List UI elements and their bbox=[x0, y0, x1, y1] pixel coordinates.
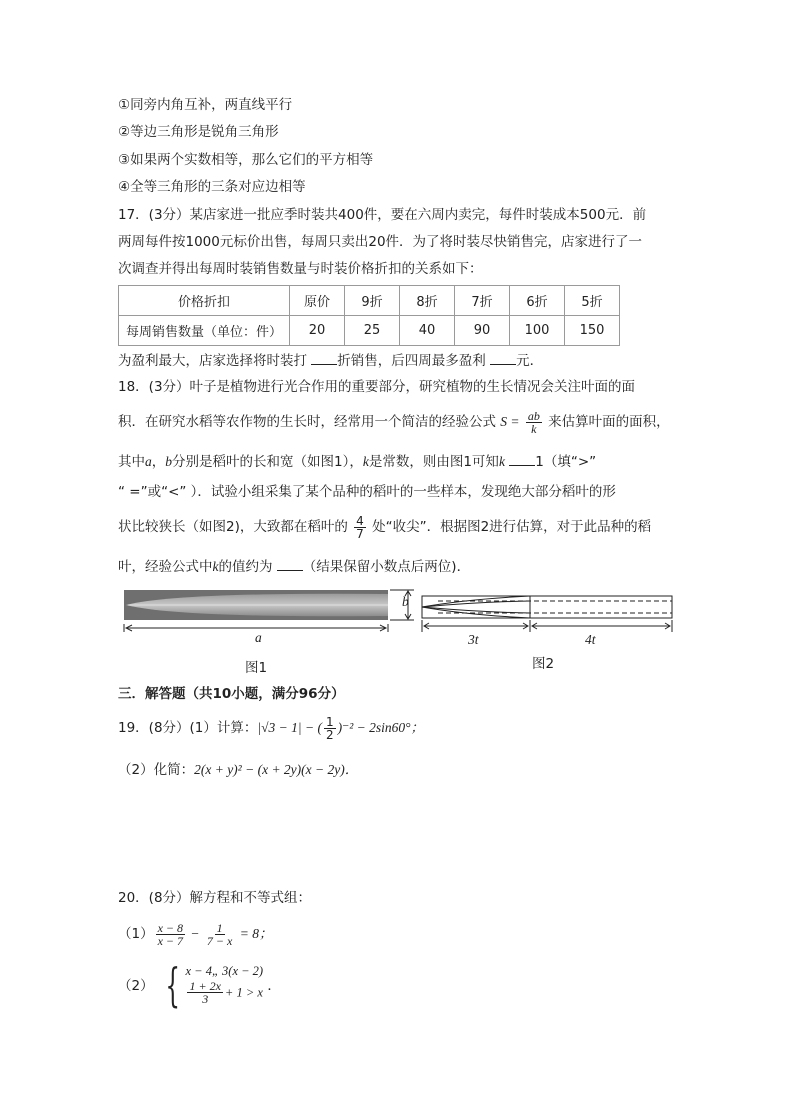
table-cell: 20 bbox=[290, 316, 345, 346]
table-cell: 6折 bbox=[510, 286, 565, 316]
fraction bbox=[205, 922, 234, 947]
q17-line-3: 次调查并得出每周时装销售数量与时装价格折扣的关系如下： bbox=[118, 261, 483, 277]
inequality-system bbox=[185, 962, 263, 1005]
table-cell: 原价 bbox=[290, 286, 345, 316]
q17-line-2: 两周每件按1000元标价出售，每周只卖出20件．为了将时装尽快销售完，店家进行了一 bbox=[118, 234, 643, 250]
q20-text: ． bbox=[267, 978, 281, 994]
table-cell: 25 bbox=[345, 316, 400, 346]
fraction-denominator: x − 7 bbox=[157, 933, 184, 948]
var-k: k bbox=[362, 454, 369, 469]
var-a: a bbox=[145, 454, 152, 469]
fig2-label-4t: 4t bbox=[585, 632, 596, 647]
fraction-four-sevenths bbox=[354, 515, 366, 540]
q18-text: 的值约为 bbox=[218, 559, 273, 575]
table-cell: 5折 bbox=[565, 286, 620, 316]
q18-line-5 bbox=[118, 512, 651, 542]
q19-line-1 bbox=[118, 714, 424, 742]
q18-text: 1（填“>” bbox=[535, 454, 597, 470]
q17-text-a: 为盈利最大，店家选择将时装打 bbox=[118, 353, 307, 369]
q20-line-1: 20．(8分）解方程和不等式组： bbox=[118, 890, 312, 906]
fig1-label-b: b bbox=[402, 594, 409, 609]
q19-text: （2）化简： bbox=[118, 762, 195, 778]
q20-operator: − bbox=[187, 926, 203, 941]
table-cell: 8折 bbox=[400, 286, 455, 316]
fraction bbox=[187, 980, 222, 1005]
answer-blank bbox=[277, 556, 303, 571]
table-cell: 每周销售数量（单位：件） bbox=[119, 316, 290, 346]
fig2-label-3t: 3t bbox=[468, 632, 479, 647]
fraction-denominator: k bbox=[531, 421, 537, 436]
q19-expression: |√3 − 1| − ( bbox=[257, 720, 322, 735]
table-row bbox=[119, 316, 620, 346]
discount-sales-table bbox=[118, 285, 620, 346]
table-cell: 价格折扣 bbox=[119, 286, 290, 316]
q18-text: 处“收尖”．根据图2进行估算，对于此品种的稻 bbox=[372, 519, 652, 535]
table-cell: 150 bbox=[565, 316, 620, 346]
statement-4: ④全等三角形的三条对应边相等 bbox=[118, 179, 306, 195]
fraction-denominator: 3 bbox=[202, 992, 209, 1006]
table-row bbox=[119, 286, 620, 316]
fraction bbox=[156, 922, 185, 947]
q20-expression: = 8； bbox=[236, 926, 273, 941]
fraction-numerator: 1 bbox=[216, 920, 223, 935]
q19-expression: )⁻² − 2sin60°； bbox=[337, 720, 425, 735]
fraction-denominator: 2 bbox=[325, 727, 334, 742]
answer-blank bbox=[509, 451, 535, 466]
q18-text: 来估算叶面的面积， bbox=[548, 414, 670, 430]
q19-line-2 bbox=[118, 760, 358, 780]
table-cell: 40 bbox=[400, 316, 455, 346]
statement-3: ③如果两个实数相等，那么它们的平方相等 bbox=[118, 152, 374, 168]
table-cell: 7折 bbox=[455, 286, 510, 316]
figure-1-leaf bbox=[118, 588, 418, 648]
q20-text: （1） bbox=[118, 926, 154, 942]
q18-text: 分别是稻叶的长和宽（如图1）， bbox=[172, 454, 363, 470]
q18-text: 其中 bbox=[118, 454, 145, 470]
system-brace: { bbox=[165, 958, 180, 1012]
q18-text: ， bbox=[151, 454, 166, 470]
var-k: k bbox=[498, 454, 505, 469]
q18-line-6 bbox=[118, 556, 470, 577]
q19-text: 19．(8分）(1）计算： bbox=[118, 720, 258, 736]
fraction-one-half bbox=[324, 716, 336, 741]
fraction-denominator: 7 bbox=[356, 526, 364, 541]
fig1-caption: 图1 bbox=[245, 660, 268, 676]
q20-part-1 bbox=[118, 918, 272, 950]
q18-line-1: 18．(3分）叶子是植物进行光合作用的重要部分，研究植物的生长情况会关注叶面的面 bbox=[118, 379, 636, 395]
q18-line-2 bbox=[118, 408, 670, 436]
section-3-heading: 三．解答题（共10小题，满分96分） bbox=[118, 686, 345, 702]
q17-line-1: 17．(3分）某店家进一批应季时装共400件，要在六周内卖完，每件时装成本500元．前 bbox=[118, 207, 647, 223]
fraction-numerator: x − 8 bbox=[157, 920, 184, 935]
answer-blank bbox=[311, 350, 337, 365]
q18-text: 状比较狭长（如图2)，大致都在稻叶的 bbox=[118, 519, 348, 535]
q18-line-4: “ =”或“<” ）．试验小组采集了某个品种的稻叶的一些样本，发现绝大部分稻叶的形 bbox=[118, 484, 616, 500]
formula-fraction bbox=[526, 410, 542, 435]
table-cell: 100 bbox=[510, 316, 565, 346]
inequality-2 bbox=[185, 980, 263, 1005]
q18-text: （结果保留小数点后两位)． bbox=[302, 559, 471, 575]
answer-blank bbox=[490, 350, 516, 365]
formula-s: S = bbox=[500, 414, 520, 429]
fraction-numerator: ab bbox=[527, 408, 540, 423]
fig1-label-a: a bbox=[255, 630, 262, 645]
var-k: k bbox=[212, 559, 219, 574]
q17-text-c: 元． bbox=[516, 353, 544, 369]
statement-1: ①同旁内角互补，两直线平行 bbox=[118, 97, 293, 113]
q20-text: （2） bbox=[118, 978, 154, 994]
figure-2-diagram bbox=[418, 590, 678, 640]
table-cell: 9折 bbox=[345, 286, 400, 316]
inequality-tail: + 1 > x bbox=[224, 985, 263, 1000]
fraction-numerator: 1 bbox=[325, 714, 334, 729]
q17-answer-line bbox=[118, 350, 543, 371]
q18-text: 叶，经验公式中 bbox=[118, 559, 213, 575]
fraction-numerator: 4 bbox=[356, 513, 364, 528]
var-b: b bbox=[165, 454, 172, 469]
q18-line-3 bbox=[118, 451, 596, 472]
inequality-1: x − 4„ 3(x − 2) bbox=[185, 964, 264, 978]
fig2-caption: 图2 bbox=[532, 656, 555, 672]
table-cell: 90 bbox=[455, 316, 510, 346]
fraction-numerator: 1 + 2x bbox=[189, 979, 221, 993]
q17-text-b: 折销售，后四周最多盈利 bbox=[337, 353, 486, 369]
fraction-denominator: 7 − x bbox=[206, 933, 233, 948]
q19-expression: 2(x + y)² − (x + 2y)(x − 2y)． bbox=[194, 762, 359, 777]
statement-2: ②等边三角形是锐角三角形 bbox=[118, 124, 279, 140]
q18-text: 是常数，则由图1可知 bbox=[368, 454, 499, 470]
q20-part-2 bbox=[118, 958, 281, 1012]
q18-text: 积．在研究水稻等农作物的生长时，经常用一个简洁的经验公式 bbox=[118, 414, 496, 430]
